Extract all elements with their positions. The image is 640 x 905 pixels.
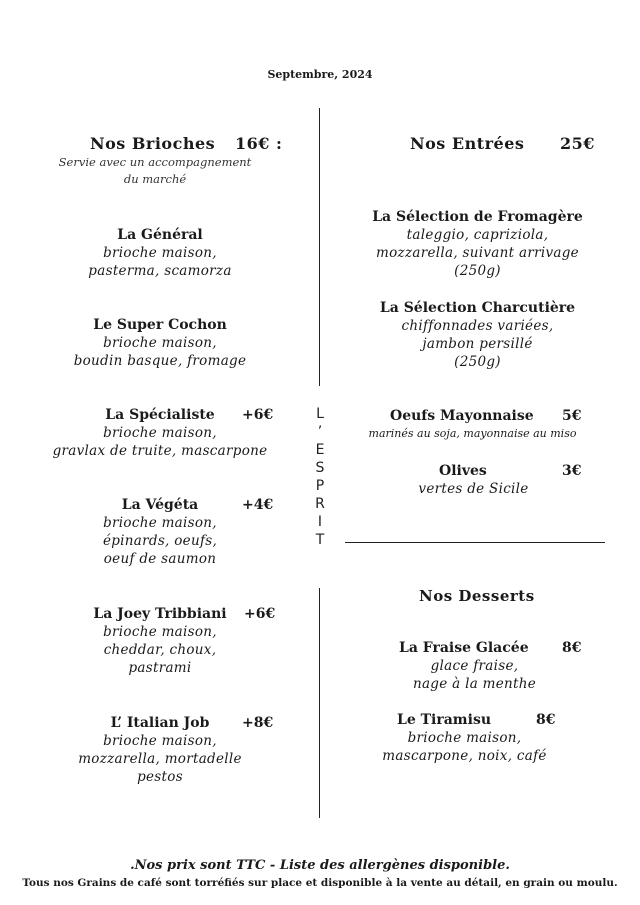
item-price: 8€	[562, 640, 582, 656]
item-name: La Joey Tribbiani	[93, 606, 227, 622]
item-price: +6€	[244, 606, 276, 622]
item-name: La Spécialiste	[105, 407, 215, 423]
menu-item-l-italian-job: L’ Italian Job +8€ brioche maison, mozzarella, mortadelle pestos	[78, 715, 274, 785]
menu-item-la-general: La Général brioche maison, pasterma, scamorza	[88, 227, 232, 279]
item-price: +8€	[242, 715, 274, 731]
entrees-price: 25€	[560, 134, 595, 153]
menu-item-olives: Olives 3€ vertes de Sicile	[418, 463, 582, 497]
brioches-title: Nos Brioches	[90, 134, 216, 153]
center-divider-bottom	[319, 588, 320, 818]
item-name: Le Super Cochon	[93, 317, 227, 333]
center-divider-top	[319, 108, 320, 386]
item-price: 5€	[562, 408, 582, 424]
item-name: La Sélection de Fromagère	[372, 209, 583, 225]
item-name: Le Tiramisu	[397, 712, 492, 728]
item-price: 3€	[562, 463, 582, 479]
item-name: La Végéta	[121, 497, 199, 513]
menu-item-la-joey-tribbiani: La Joey Tribbiani +6€ brioche maison, cheddar, choux, pastrami	[93, 606, 276, 676]
section-divider	[345, 542, 605, 543]
desserts-title: Nos Desserts	[419, 587, 535, 605]
item-name: L’ Italian Job	[110, 715, 210, 731]
menu-item-la-specialiste: La Spécialiste +6€ brioche maison, gravlax de truite, mascarpone	[52, 407, 274, 459]
item-name: La Fraise Glacée	[399, 640, 529, 656]
item-price: 8€	[536, 712, 556, 728]
item-price: +4€	[242, 497, 274, 513]
item-name: La Sélection Charcutière	[379, 300, 576, 316]
entrees-title: Nos Entrées	[410, 134, 525, 153]
menu-item-selection-charcutiere: La Sélection Charcutière chiffonnades variées, jambon persillé (250g)	[379, 300, 576, 370]
menu-item-tiramisu: Le Tiramisu 8€ brioche maison, mascarpone, noix, café	[382, 712, 556, 764]
footer-coffee-note: Tous nos Grains de café sont torréfiés sur place et disponible à la vente au détail, en grain ou moulu.	[22, 877, 618, 889]
menu-item-fraise-glacee: La Fraise Glacée 8€ glace fraise, nage à la menthe	[399, 640, 582, 692]
menu-item-oeufs-mayonnaise: Oeufs Mayonnaise 5€ marinés au soja, mayonnaise au miso	[368, 408, 582, 440]
brioches-price: 16€ :	[235, 134, 283, 153]
menu-item-le-super-cochon: Le Super Cochon brioche maison, boudin basque, fromage	[73, 317, 247, 369]
menu-item-la-vegeta: La Végéta +4€ brioche maison, épinards, oeufs, oeuf de saumon	[102, 497, 274, 567]
menu-date: Septembre, 2024	[267, 68, 373, 81]
brioches-subtitle: Servie avec un accompagnement du marché	[58, 155, 252, 186]
item-name: La Général	[117, 227, 203, 243]
menu-item-selection-fromagere: La Sélection de Fromagère taleggio, capriziola, mozzarella, suivant arrivage (250g)	[372, 209, 583, 279]
esprit-vertical-text: L ’ E S P R I T	[315, 406, 325, 548]
item-name: Oeufs Mayonnaise	[390, 408, 534, 424]
footer-prices-note: .Nos prix sont TTC - Liste des allergènes disponible.	[130, 858, 510, 873]
item-name: Olives	[439, 463, 487, 479]
item-price: +6€	[242, 407, 274, 423]
